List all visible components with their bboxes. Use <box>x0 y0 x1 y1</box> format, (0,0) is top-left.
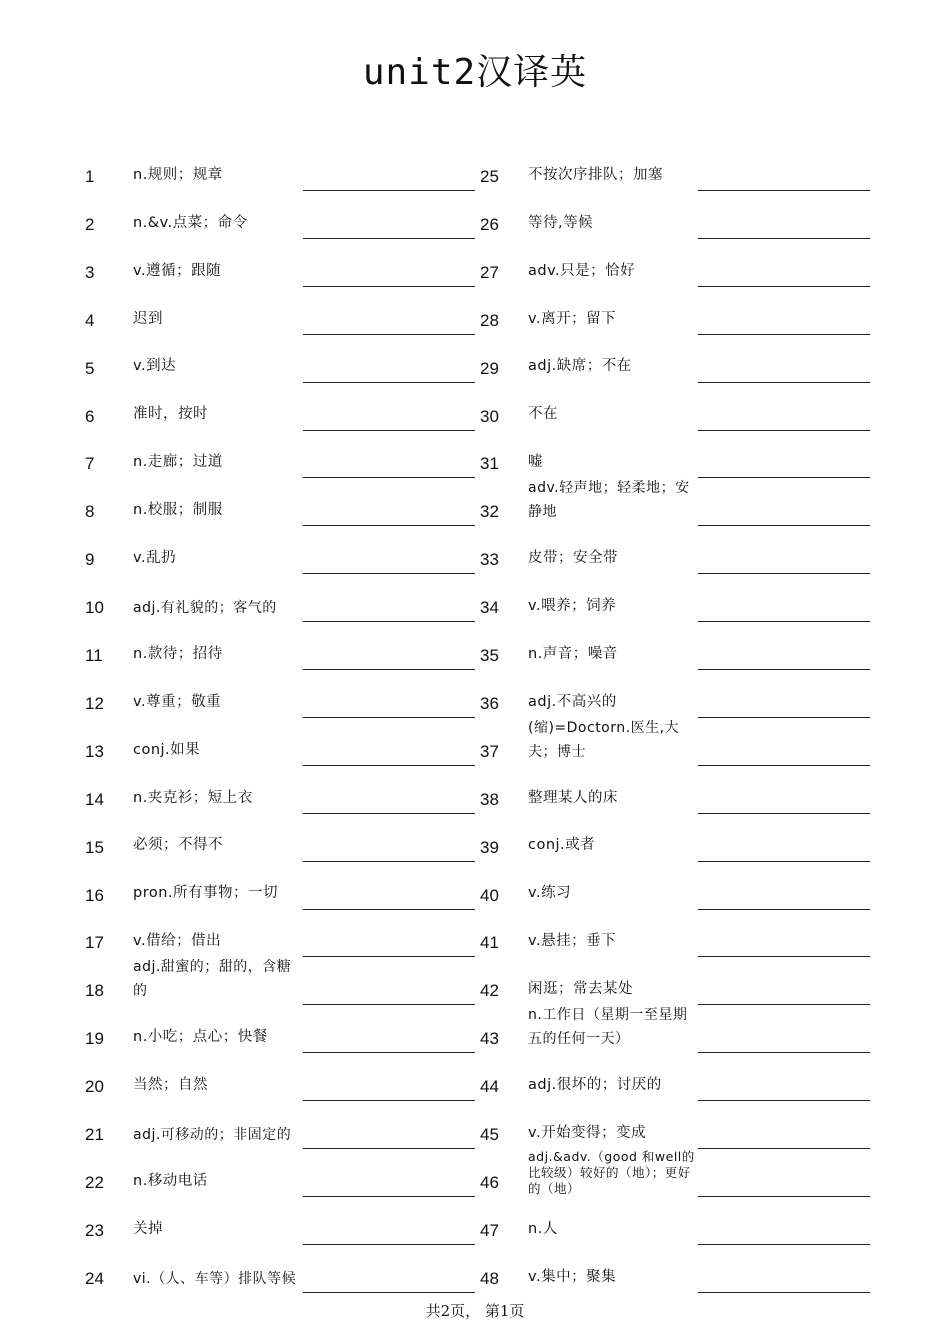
item-number: 37 <box>480 741 499 761</box>
answer-blank-line <box>698 189 870 191</box>
item-number: 11 <box>85 646 103 665</box>
vocab-row <box>85 1057 480 1105</box>
chinese-definition: n.规则；规章 <box>133 166 223 183</box>
chinese-definition: n.夹克衫；短上衣 <box>133 789 253 806</box>
vocab-row <box>480 626 875 674</box>
chinese-definition: 关掉 <box>133 1220 163 1237</box>
item-number: 16 <box>85 885 104 905</box>
vocab-row <box>480 195 875 243</box>
answer-blank-line <box>698 860 870 862</box>
answer-blank-line <box>303 1051 475 1053</box>
chinese-definition: n.&v.点菜；命令 <box>133 214 248 231</box>
answer-blank-line <box>698 1003 870 1005</box>
vocab-row <box>480 387 875 435</box>
chinese-definition: v.乱扔 <box>133 550 177 566</box>
chinese-definition: n.小吃；点心；快餐 <box>133 1029 268 1045</box>
answer-blank-line <box>698 1291 870 1293</box>
page-title: unit2汉译英 <box>362 52 588 93</box>
answer-blank-line <box>698 1051 870 1053</box>
answer-blank-line <box>698 955 870 957</box>
answer-blank-line <box>303 524 475 526</box>
answer-blank-line <box>698 668 870 670</box>
vocab-row <box>85 1201 480 1249</box>
item-number: 47 <box>480 1220 499 1240</box>
chinese-definition: v.遵循；跟随 <box>133 262 222 279</box>
chinese-definition: 嘘 <box>528 454 543 471</box>
chinese-definition: 迟到 <box>133 310 163 327</box>
chinese-definition: n.声音；噪音 <box>528 645 618 662</box>
answer-blank-line <box>303 476 475 478</box>
chinese-definition: adv.轻声地；轻柔地；安静地 <box>528 480 690 521</box>
answer-blank-line <box>303 1003 475 1005</box>
vocab-row <box>480 1057 875 1105</box>
chinese-definition: pron.所有事物；一切 <box>133 885 279 902</box>
item-number: 18 <box>85 981 104 1001</box>
chinese-definition: n.走廊；过道 <box>133 454 223 471</box>
chinese-definition: v.喂养；饲养 <box>528 597 617 614</box>
vocab-row <box>480 770 875 818</box>
vocab-row <box>85 1153 480 1201</box>
vocab-row <box>85 482 480 530</box>
item-number: 31 <box>480 454 499 474</box>
chinese-definition: v.到达 <box>133 358 177 375</box>
item-number: 27 <box>480 262 499 282</box>
answer-blank-line <box>303 1099 475 1101</box>
item-number: 36 <box>480 693 499 713</box>
vocab-row <box>85 818 480 866</box>
vocab-row <box>480 818 875 866</box>
chinese-definition: 不按次序排队；加塞 <box>528 166 663 183</box>
vocab-row <box>85 578 480 626</box>
chinese-definition: vi.（人、车等）排队等候 <box>133 1270 297 1287</box>
vocab-row <box>480 1009 875 1057</box>
chinese-definition: adj.缺席；不在 <box>528 358 632 375</box>
vocab-row <box>85 1009 480 1057</box>
answer-blank-line <box>698 1147 870 1149</box>
answer-blank-line <box>698 1099 870 1101</box>
item-number: 13 <box>85 741 104 761</box>
vocab-row <box>480 1249 875 1297</box>
vocab-row <box>480 434 875 482</box>
answer-blank-line <box>698 764 870 766</box>
vocab-row <box>480 1201 875 1249</box>
vocab-row <box>480 1105 875 1153</box>
item-number: 44 <box>480 1077 499 1097</box>
item-number: 21 <box>85 1125 104 1144</box>
item-number: 29 <box>480 358 499 378</box>
item-number: 46 <box>480 1172 499 1192</box>
chinese-definition: v.尊重；敬重 <box>133 693 222 710</box>
vocab-row <box>85 866 480 914</box>
vocab-row <box>480 866 875 914</box>
answer-blank-line <box>303 1291 475 1293</box>
answer-blank-line <box>303 1147 475 1149</box>
chinese-definition: adj.&adv.（good 和well的比较级）较好的（地）；更好的（地） <box>528 1148 695 1196</box>
answer-blank-line <box>698 572 870 574</box>
vocab-row <box>85 243 480 291</box>
item-number: 38 <box>480 789 499 809</box>
answer-blank-line <box>303 572 475 574</box>
vocab-row <box>480 578 875 626</box>
answer-blank-line <box>698 1195 870 1197</box>
chinese-definition: v.集中；聚集 <box>528 1268 617 1285</box>
vocab-row <box>480 147 875 195</box>
vocab-row <box>85 770 480 818</box>
answer-blank-line <box>303 429 475 431</box>
answer-blank-line <box>303 668 475 670</box>
item-number: 35 <box>480 646 499 665</box>
chinese-definition: 当然；自然 <box>133 1076 208 1093</box>
item-number: 4 <box>85 310 95 330</box>
item-number: 41 <box>480 933 499 953</box>
item-number: 5 <box>85 358 95 378</box>
answer-blank-line <box>303 955 475 957</box>
vocab-row <box>480 243 875 291</box>
item-number: 17 <box>85 933 104 953</box>
answer-blank-line <box>303 860 475 862</box>
item-number: 23 <box>85 1220 104 1240</box>
chinese-definition: n.工作日（星期一至星期五的任何一天） <box>528 1007 688 1048</box>
answer-blank-line <box>698 812 870 814</box>
item-number: 24 <box>85 1268 104 1288</box>
answer-blank-line <box>698 716 870 718</box>
chinese-definition: 闲逛；常去某处 <box>528 981 633 998</box>
chinese-definition: conj.如果 <box>133 741 201 758</box>
vocab-row <box>85 1105 480 1153</box>
chinese-definition: adj.很坏的；讨厌的 <box>528 1076 662 1093</box>
vocab-row <box>480 339 875 387</box>
item-number: 3 <box>85 262 95 282</box>
answer-blank-line <box>303 237 475 239</box>
item-number: 40 <box>480 885 499 905</box>
vocab-row <box>85 147 480 195</box>
chinese-definition: (缩)=Doctorn.医生,大夫；博士 <box>528 719 680 760</box>
vocab-row <box>85 530 480 578</box>
chinese-definition: adj.甜蜜的；甜的，含糖的 <box>133 959 292 1000</box>
item-number: 25 <box>480 167 499 186</box>
answer-blank-line <box>303 1195 475 1197</box>
chinese-definition: adj.可移动的；非固定的 <box>133 1127 292 1143</box>
item-number: 6 <box>85 406 95 426</box>
item-number: 19 <box>85 1029 104 1049</box>
chinese-definition: adj.不高兴的 <box>528 693 617 710</box>
answer-blank-line <box>303 285 475 287</box>
item-number: 32 <box>480 502 499 522</box>
vocab-row <box>480 530 875 578</box>
vocab-row <box>480 719 875 770</box>
vocab-row <box>480 913 875 961</box>
item-number: 15 <box>85 837 104 857</box>
answer-blank-line <box>698 1243 870 1245</box>
vocab-row <box>85 913 480 961</box>
answer-blank-line <box>303 333 475 335</box>
vocab-row <box>85 387 480 435</box>
vocab-row <box>480 961 875 1009</box>
item-number: 45 <box>480 1125 499 1144</box>
item-number: 34 <box>480 598 499 618</box>
item-number: 26 <box>480 214 499 234</box>
vocab-row <box>85 961 480 1009</box>
vocab-row <box>85 626 480 674</box>
item-number: 22 <box>85 1172 104 1192</box>
vocab-row <box>85 291 480 339</box>
item-number: 14 <box>85 789 104 809</box>
vocab-row <box>480 1148 875 1201</box>
chinese-definition: conj.或者 <box>528 837 596 854</box>
chinese-definition: v.悬挂；垂下 <box>528 933 617 950</box>
chinese-definition: adj.有礼貌的；客气的 <box>133 600 277 617</box>
chinese-definition: 不在 <box>528 406 558 423</box>
item-number: 33 <box>480 550 499 570</box>
item-number: 48 <box>480 1268 499 1288</box>
vocab-row <box>85 195 480 243</box>
chinese-definition: n.款待；招待 <box>133 645 223 662</box>
chinese-definition: v.练习 <box>528 885 572 902</box>
answer-blank-line <box>698 285 870 287</box>
item-number: 7 <box>85 454 95 474</box>
vocab-row <box>85 1249 480 1297</box>
chinese-definition: 必须；不得不 <box>133 837 223 854</box>
page-footer: 共2页， 第1页 <box>425 1302 525 1320</box>
answer-blank-line <box>303 189 475 191</box>
chinese-definition: v.离开；留下 <box>528 310 617 327</box>
vocab-row <box>480 482 875 530</box>
chinese-definition: n.校服；制服 <box>133 502 223 519</box>
item-number: 30 <box>480 406 499 426</box>
item-number: 43 <box>480 1029 499 1049</box>
answer-blank-line <box>303 716 475 718</box>
vocab-row <box>480 674 875 722</box>
item-number: 1 <box>85 167 95 186</box>
chinese-definition: 皮带；安全带 <box>528 550 618 566</box>
answer-blank-line <box>698 908 870 910</box>
item-number: 9 <box>85 550 95 570</box>
item-number: 42 <box>480 981 499 1001</box>
item-number: 2 <box>85 214 95 234</box>
answer-blank-line <box>303 812 475 814</box>
vocab-row <box>85 339 480 387</box>
item-number: 10 <box>85 598 104 618</box>
answer-blank-line <box>698 333 870 335</box>
answer-blank-line <box>698 476 870 478</box>
item-number: 20 <box>85 1077 104 1097</box>
vocab-row <box>85 722 480 770</box>
vocab-row <box>480 291 875 339</box>
chinese-definition: 整理某人的床 <box>528 789 618 806</box>
vocab-row <box>85 434 480 482</box>
answer-blank-line <box>698 381 870 383</box>
answer-blank-line <box>698 237 870 239</box>
answer-blank-line <box>303 908 475 910</box>
item-number: 12 <box>85 693 104 713</box>
chinese-definition: adv.只是；恰好 <box>528 262 636 279</box>
chinese-definition: 准时，按时 <box>133 406 208 423</box>
chinese-definition: v.借给；借出 <box>133 933 222 950</box>
answer-blank-line <box>303 764 475 766</box>
item-number: 8 <box>85 502 95 522</box>
answer-blank-line <box>698 429 870 431</box>
answer-blank-line <box>303 1243 475 1245</box>
item-number: 28 <box>480 310 499 330</box>
item-number: 39 <box>480 837 499 857</box>
chinese-definition: n.人 <box>528 1220 558 1237</box>
chinese-definition: 等待,等候 <box>528 214 594 231</box>
chinese-definition: v.开始变得；变成 <box>528 1124 647 1141</box>
answer-blank-line <box>303 381 475 383</box>
vocab-row <box>85 674 480 722</box>
chinese-definition: n.移动电话 <box>133 1172 208 1189</box>
answer-blank-line <box>698 524 870 526</box>
answer-blank-line <box>303 620 475 622</box>
answer-blank-line <box>698 620 870 622</box>
